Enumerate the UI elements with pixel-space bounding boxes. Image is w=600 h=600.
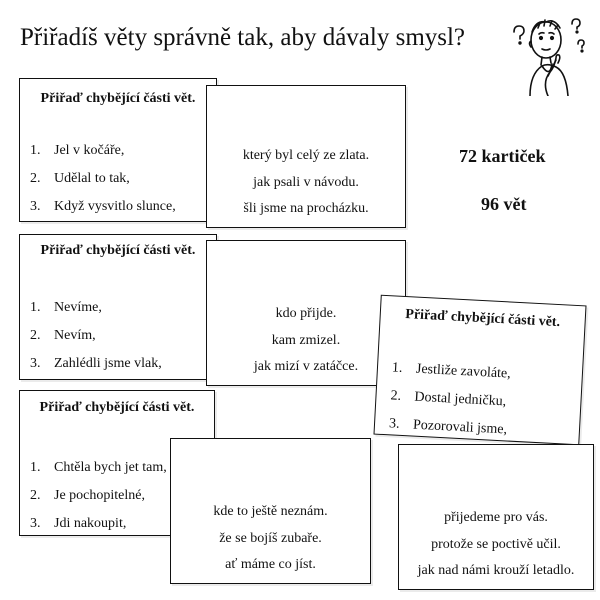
sentence-start-card — [19, 234, 217, 380]
card-title: Přiřaď chybějící části vět. — [40, 91, 196, 106]
list-item: 1. Jel v kočáře, — [30, 143, 125, 158]
list-item: 3. Zahlédli jsme vlak, — [30, 356, 162, 371]
sentence-endings — [207, 143, 405, 223]
list-item: 2. Dostal jedničku, — [390, 388, 507, 410]
list-item: že se bojíš zubaře. — [219, 530, 322, 546]
sentence-count-label: 96 vět — [481, 194, 527, 214]
sentence-endings — [207, 301, 405, 381]
list-item: 2. Je pochopitelné, — [30, 488, 145, 503]
sentence-endings — [399, 505, 593, 585]
sentence-start-card — [19, 78, 217, 222]
list-item: protože se poctivě učil. — [431, 536, 561, 552]
list-item: 3. Pozorovali jsme, — [388, 416, 508, 438]
list-item: kde to ještě neznám. — [213, 504, 328, 519]
list-item: 3. Když vysvitlo slunce, — [30, 199, 176, 214]
card-title: Přiřaď chybějící části vět. — [40, 243, 196, 258]
list-item: 3. Jdi nakoupit, — [30, 516, 127, 531]
list-item: ať máme co jíst. — [225, 557, 316, 572]
card-title: Přiřaď chybějící části vět. — [39, 400, 195, 415]
list-item: jak psali v návodu. — [253, 174, 359, 190]
sentence-ending-card — [398, 444, 594, 590]
list-item: přijedeme pro vás. — [444, 510, 548, 525]
list-item: kdo přijde. — [275, 306, 337, 321]
list-item: 1. Chtěla bych jet tam, — [30, 460, 167, 475]
list-item: jak nad námi krouží letadlo. — [417, 563, 575, 578]
card-title: Přiřaď chybějící části vět. — [404, 307, 561, 331]
sentence-endings — [171, 499, 370, 579]
list-item: 1. Jestliže zavoláte, — [391, 360, 512, 382]
list-item: který byl celý ze zlata. — [242, 148, 370, 163]
list-item: 1. Nevíme, — [30, 300, 102, 315]
sentence-ending-card — [170, 438, 371, 584]
sentence-start-card — [373, 295, 586, 446]
list-item: kam zmizel. — [271, 332, 341, 348]
list-item: jak mizí v zatáčce. — [253, 359, 359, 374]
sentence-ending-card — [206, 240, 406, 386]
sentence-start-list — [30, 137, 212, 221]
page-title: Přiřadíš věty správně tak, aby dávaly smysl? — [20, 24, 466, 51]
list-item: 2. Udělal to tak, — [30, 171, 130, 186]
sentence-start-list — [388, 354, 578, 448]
sentence-ending-card — [206, 85, 406, 228]
list-item: šli jsme na procházku. — [243, 201, 369, 216]
card-count-label: 72 kartiček — [459, 146, 546, 166]
list-item: 2. Nevím, — [30, 328, 96, 343]
thinking-person-icon — [508, 10, 592, 96]
sentence-start-list — [30, 294, 212, 378]
